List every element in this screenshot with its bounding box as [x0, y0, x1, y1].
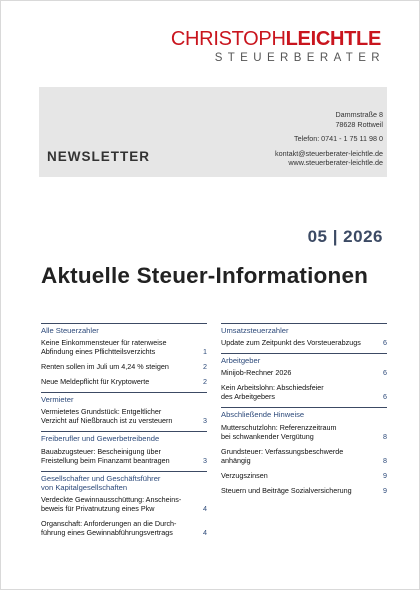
logo-subtitle: STEUERBERATER — [214, 52, 385, 64]
toc-entry[interactable] — [41, 362, 207, 371]
newsletter-label: NEWSLETTER — [47, 149, 150, 164]
toc-entry-title: Steuern und Beiträge Sozialversicherung — [221, 485, 352, 495]
logo-name-bold: LEICHTLE — [285, 28, 381, 50]
toc-entry-page: 6 — [383, 338, 387, 348]
website-link[interactable]: www.steuerberater-leichtle.de — [288, 158, 383, 168]
toc-section-title: Umsatzsteuerzahler — [221, 326, 289, 335]
toc-entry-title: Update zum Zeitpunkt des Vorsteuerabzugs — [221, 338, 361, 348]
toc-entry-page: 4 — [203, 504, 207, 514]
toc-entry-title: Vermietetes Grundstück: Entgeltlicher Verzicht auf Nießbrauch ist zu versteuern — [41, 407, 173, 426]
toc-entry-title: Minijob-Rechner 2026 — [221, 368, 292, 378]
toc-entry[interactable] — [221, 368, 387, 377]
toc-entry[interactable] — [41, 407, 207, 425]
issue-number: 05 | 2026 — [307, 227, 383, 246]
toc-entry-title: Grundsteuer: Verfassungsbeschwerde anhängig — [221, 446, 344, 465]
toc-section — [41, 392, 207, 425]
toc-section-title: Alle Steuerzahler — [41, 326, 99, 335]
toc-entry[interactable] — [41, 377, 207, 386]
toc-section-title: Vermieter — [41, 395, 74, 405]
toc-entry[interactable] — [41, 338, 207, 356]
toc-entry-page: 2 — [203, 377, 207, 387]
toc-section — [41, 323, 207, 386]
toc-entry-page: 6 — [383, 392, 387, 402]
toc-section — [221, 353, 387, 401]
email-link[interactable]: kontakt@steuerberater-leichtle.de — [275, 148, 383, 158]
toc-section — [41, 471, 207, 537]
toc-left-column — [41, 323, 207, 543]
page-title: Aktuelle Steuer-Informationen — [41, 263, 369, 288]
toc-section-title: Freiberufler und Gewerbetreibende — [41, 434, 160, 444]
toc-section-title: Arbeitgeber — [221, 356, 261, 366]
toc-entry-title: Renten sollen im Juli um 4,24 % steigen — [41, 362, 169, 372]
toc-entry-page: 3 — [203, 416, 207, 426]
toc-entry-page: 8 — [383, 431, 387, 441]
toc-section — [221, 323, 387, 347]
logo-name-light: CHRISTOPH — [170, 28, 286, 50]
toc-entry[interactable] — [221, 338, 387, 347]
toc-entry-page: 6 — [383, 368, 387, 378]
toc-entry-page: 9 — [383, 470, 387, 480]
toc-entry-title: Kein Arbeitslohn: Abschiedsfeier des Arbeitgebers — [221, 383, 324, 402]
toc-section — [221, 407, 387, 494]
contact-block — [275, 110, 383, 168]
toc-entry-page: 1 — [203, 347, 207, 357]
toc-entry-title: Verzugszinsen — [221, 470, 268, 480]
toc-entry-title: Keine Einkommensteuer für ratenweise Abfindung eines Pflichtteilsverzichts — [41, 338, 167, 357]
toc-entry-title: Organschaft: Anforderungen an die Durch- führung eines Gewinnabführungsvertrags — [41, 519, 177, 538]
toc-entry[interactable] — [221, 383, 387, 401]
toc-entry-title: Bauabzugsteuer: Bescheinigung über Freistellung beim Finanzamt beantragen — [41, 446, 170, 465]
toc-entry[interactable] — [221, 447, 387, 465]
toc-entry-page: 3 — [203, 455, 207, 465]
toc-entry-page: 8 — [383, 455, 387, 465]
toc-section — [41, 431, 207, 464]
address-street: Dammstraße 8 — [335, 110, 383, 119]
toc-right-column — [221, 323, 387, 501]
phone-number: Telefon: 0741 - 1 75 11 98 0 — [294, 134, 383, 144]
toc-entry[interactable] — [221, 471, 387, 480]
toc-entry[interactable] — [221, 486, 387, 495]
address-city: 78628 Rottweil — [335, 119, 383, 129]
toc-entry[interactable] — [221, 423, 387, 441]
toc-entry-page: 2 — [203, 362, 207, 372]
toc-entry[interactable] — [41, 495, 207, 513]
company-logo — [170, 28, 385, 65]
toc-entry-title: Verdeckte Gewinnausschüttung: Anscheins- beweis für Privatnutzung eines Pkw — [41, 495, 182, 514]
toc-entry[interactable] — [41, 519, 207, 537]
toc-entry-title: Mutterschutzlohn: Referenzzeitraum bei schwankender Vergütung — [221, 422, 337, 441]
toc-section-title: Abschließende Hinweise — [221, 410, 305, 420]
toc-entry-page: 9 — [383, 485, 387, 495]
toc-section-title: Gesellschafter und Geschäftsführer von Kapitalgesellschaften — [41, 473, 161, 492]
toc-entry[interactable] — [41, 447, 207, 465]
toc-entry-title: Neue Meldepflicht für Kryptowerte — [41, 377, 150, 387]
toc-entry-page: 4 — [203, 528, 207, 538]
logo-name — [171, 29, 381, 49]
header-band — [39, 87, 387, 177]
